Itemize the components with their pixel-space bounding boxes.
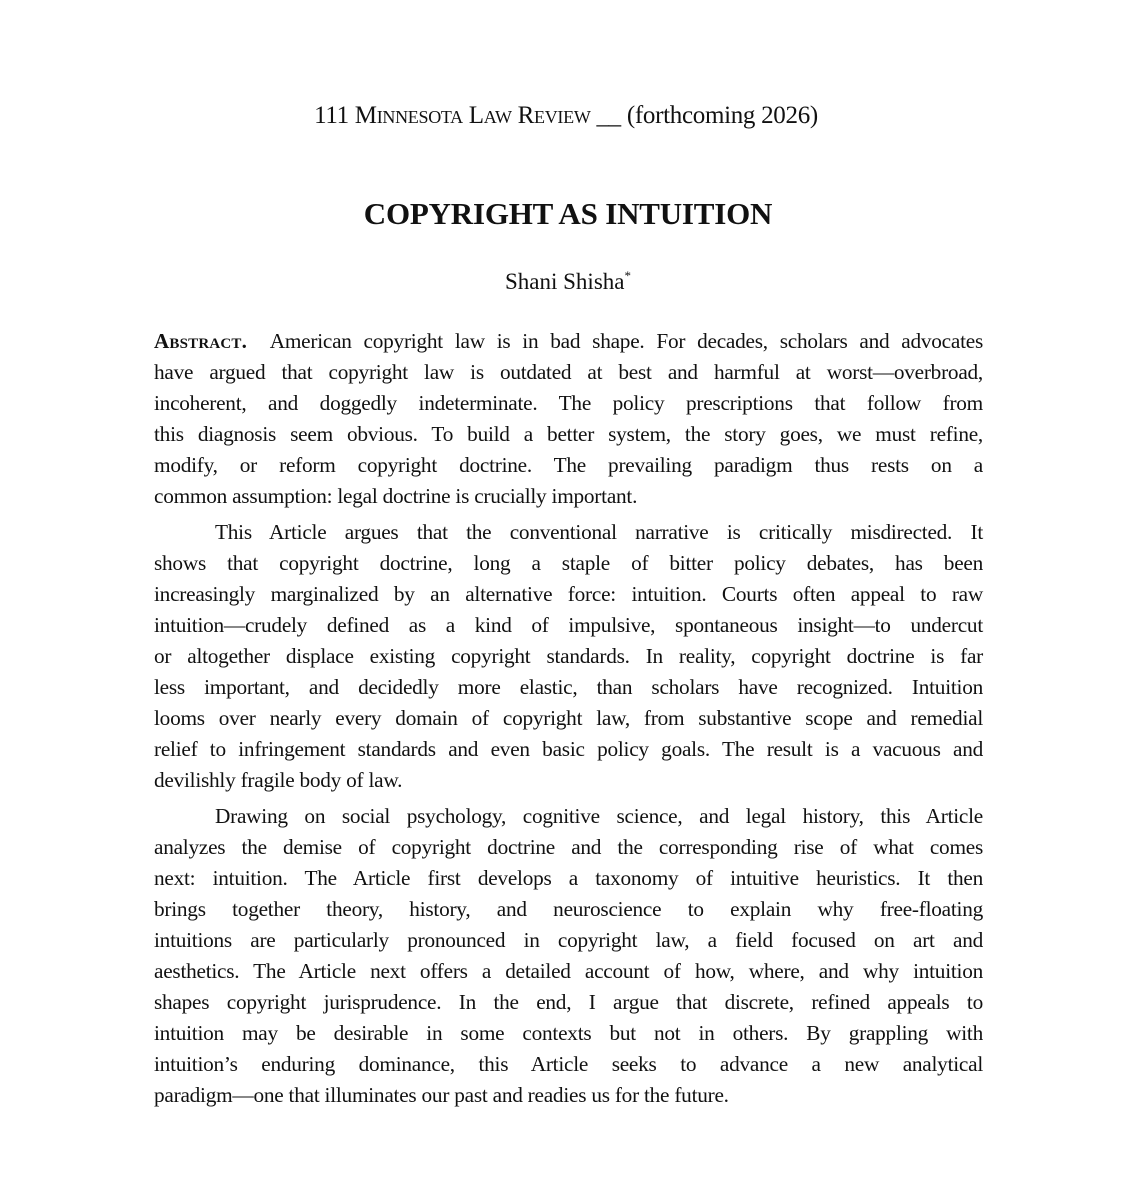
- text-line: This Article argues that the conventional narrative is critically misdirected. It: [215, 520, 983, 544]
- text-line: have argued that copyright law is outdated at best and harmful at worst—overbroad,: [154, 360, 983, 384]
- text-line: intuition may be desirable in some contexts but not in others. By grappling with: [154, 1021, 983, 1045]
- abstract-paragraph-1: [154, 326, 983, 512]
- journal-name: Minnesota Law Review: [354, 102, 591, 129]
- abstract-paragraph-3: [154, 801, 983, 1111]
- author-line: [0, 268, 1132, 295]
- abstract-label: Abstract.: [154, 329, 248, 353]
- journal-page-blank: __: [596, 102, 621, 129]
- text-line: Drawing on social psychology, cognitive science, and legal history, this Article: [215, 804, 983, 828]
- text-line: brings together theory, history, and neuroscience to explain why free-floating: [154, 897, 983, 921]
- text-line: analyzes the demise of copyright doctrine and the corresponding rise of what comes: [154, 835, 983, 859]
- journal-volume: 111: [314, 102, 349, 129]
- text-line: Abstract. American copyright law is in bad shape. For decades, scholars and advocates: [154, 329, 983, 353]
- text-line: aesthetics. The Article next offers a detailed account of how, where, and why intuition: [154, 959, 983, 983]
- journal-citation: [0, 102, 1132, 130]
- text-line: intuition’s enduring dominance, this Article seeks to advance a new analytical: [154, 1052, 983, 1076]
- text-line: modify, or reform copyright doctrine. The prevailing paradigm thus rests on a: [154, 453, 983, 477]
- text-line: shows that copyright doctrine, long a staple of bitter policy debates, has been: [154, 551, 983, 575]
- text-line: shapes copyright jurisprudence. In the end, I argue that discrete, refined appeals to: [154, 990, 983, 1014]
- text-line: devilishly fragile body of law.: [154, 768, 403, 792]
- abstract-paragraph-2: [154, 517, 983, 796]
- author-footnote-marker[interactable]: *: [624, 268, 631, 283]
- text-line: intuitions are particularly pronounced in copyright law, a field focused on art and: [154, 928, 983, 952]
- text-line: relief to infringement standards and even basic policy goals. The result is a vacuous and: [154, 737, 983, 761]
- text-line: or altogether displace existing copyright standards. In reality, copyright doctrine is far: [154, 644, 983, 668]
- article-title: COPYRIGHT AS INTUITION: [363, 196, 773, 231]
- text-line: increasingly marginalized by an alternative force: intuition. Courts often appeal to raw: [154, 582, 983, 606]
- text-line: next: intuition. The Article first develops a taxonomy of intuitive heuristics. It then: [154, 866, 983, 890]
- text-line: paradigm—one that illuminates our past and readies us for the future.: [154, 1083, 729, 1107]
- journal-status: (forthcoming 2026): [626, 102, 818, 129]
- author-name: Shani Shisha: [505, 269, 625, 294]
- text-line: looms over nearly every domain of copyright law, from substantive scope and remedial: [154, 706, 983, 730]
- text-line: this diagnosis seem obvious. To build a better system, the story goes, we must refine,: [154, 422, 983, 446]
- text-line: incoherent, and doggedly indeterminate. The policy prescriptions that follow from: [154, 391, 983, 415]
- text-line: intuition—crudely defined as a kind of impulsive, spontaneous insight—to undercut: [154, 613, 983, 637]
- abstract: [154, 326, 983, 1116]
- text-line: common assumption: legal doctrine is crucially important.: [154, 484, 638, 508]
- text-line: less important, and decidedly more elastic, than scholars have recognized. Intuition: [154, 675, 983, 699]
